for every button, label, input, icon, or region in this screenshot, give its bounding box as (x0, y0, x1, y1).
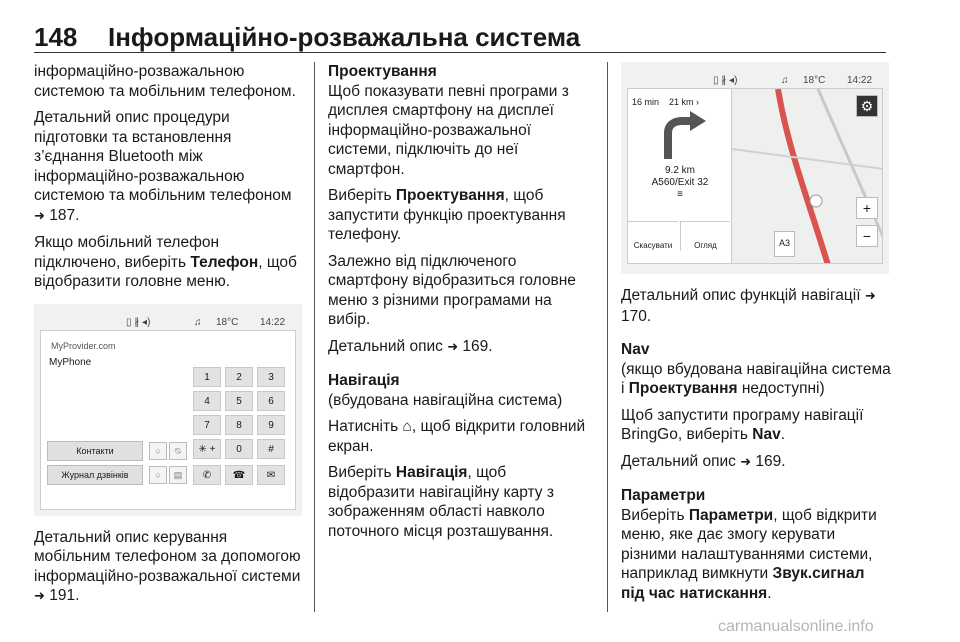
key[interactable]: 6 (257, 391, 285, 411)
paragraph: Детальний опис ➜ 169. (621, 452, 786, 470)
paragraph: (вбудована навігаційна система) (328, 391, 563, 409)
key[interactable]: ✳ + (193, 439, 221, 459)
paragraph: Детальний опис функцій навігації ➜ 170. (621, 287, 876, 325)
paragraph: Виберіть Параметри, щоб відкрити меню, яке дає змогу керувати різними налаштуваннями системи, наприклад вимкнути Звук.сигнал під час натискання. (621, 506, 877, 602)
next-turn-info: 9.2 km A560/Exit 32 ≡ (632, 165, 728, 201)
key[interactable]: 4 (193, 391, 221, 411)
column-divider-2 (607, 62, 608, 612)
status-icons: ▯ ∦ ◂) (713, 75, 738, 86)
key[interactable]: 2 (225, 367, 253, 387)
paragraph: Виберіть Проектування, щоб запустити функцію проектування телефону. (328, 187, 566, 243)
zoom-out-button[interactable]: − (856, 225, 878, 247)
message-icon[interactable]: ✉ (257, 465, 285, 485)
handset-icon[interactable]: ▤ (169, 466, 187, 484)
contacts-button[interactable]: Контакти (47, 441, 143, 461)
caption: Детальний опис керування мобільним телефоном за допомогою інформаційно-розважальної системи ➜ 191. (34, 528, 301, 604)
key[interactable]: 7 (193, 415, 221, 435)
reference-arrow-icon: ➜ (740, 454, 752, 470)
status-bar (34, 310, 302, 328)
paragraph: Натисніть ⌂, щоб відкрити головний екран. (328, 418, 586, 455)
device-label: MyPhone (49, 356, 92, 368)
section-heading: Проектування (328, 63, 437, 80)
paragraph: Щоб запустити програму навігації BringGo, виберіть Nav. (621, 406, 864, 443)
paragraph: Якщо мобільний телефон підключено, виберіть Телефон, щоб відобразити головне меню. (34, 234, 297, 290)
mute-icon[interactable]: ○ (149, 442, 167, 460)
call-log-button[interactable]: Журнал дзвінків (47, 465, 143, 485)
cancel-button[interactable]: Скасувати (628, 221, 678, 251)
reference-arrow-icon: ➜ (447, 339, 459, 355)
hangup-icon[interactable]: ☎ (225, 465, 253, 485)
provider-label: MyProvider.com (51, 340, 116, 351)
key[interactable]: # (257, 439, 285, 459)
list-icon: ≡ (677, 189, 683, 200)
route-panel (628, 89, 732, 264)
phone-screenshot (34, 304, 302, 516)
section-heading: Параметри (621, 487, 706, 504)
paragraph: Детальний опис ➜ 169. (328, 337, 493, 355)
zoom-in-button[interactable]: + (856, 197, 878, 219)
music-icon: ♫ (781, 75, 789, 86)
phone-panel (40, 330, 296, 510)
paragraph: Щоб показувати певні програми з дисплея смартфону на дисплеї інформаційно-розважальної системи, підключіть до неї смартфон. (328, 82, 569, 178)
header-divider (34, 52, 886, 53)
music-icon: ♫ (194, 316, 202, 328)
temperature: 18°C (216, 316, 239, 328)
section-heading: Навігація (328, 372, 400, 389)
paragraph: Виберіть Навігація, щоб відобразити навігаційну карту з зображенням області навколо поточного місця розташування. (328, 464, 554, 540)
paragraph: Залежно від підключеного смартфону відобразиться головне меню з різними програмами на вибір. (328, 252, 576, 328)
overview-button[interactable]: Огляд (680, 221, 730, 251)
privacy-icon[interactable]: ○ (149, 466, 167, 484)
status-icons: ▯ ∦ ◂) (126, 316, 151, 328)
paragraph: (якщо вбудована навігаційна система і Проектування недоступні) (621, 360, 891, 397)
navigation-screenshot (621, 62, 889, 274)
column-divider-1 (314, 62, 315, 612)
key[interactable]: 5 (225, 391, 253, 411)
status-bar (621, 68, 889, 86)
road-label: A3 (774, 231, 795, 257)
page-header (34, 14, 886, 54)
paragraph: Детальний опис процедури підготовки та встановлення з’єднання Bluetooth між інформаційно-розважальною системою та мобільним телефоном ➜ 187. (34, 109, 292, 224)
column-2 (328, 62, 596, 548)
reference-arrow-icon: ➜ (34, 208, 45, 224)
watermark: carmanualsonline.info (718, 618, 874, 635)
key[interactable]: 0 (225, 439, 253, 459)
settings-gear-icon[interactable]: ⚙ (856, 95, 878, 117)
paragraph: інформаційно-розважальною системою та мобільним телефоном. (34, 63, 296, 100)
clock: 14:22 (260, 316, 286, 328)
column-3 (621, 62, 891, 610)
key[interactable]: 1 (193, 367, 221, 387)
reference-arrow-icon: ➜ (34, 589, 45, 604)
key[interactable]: 8 (225, 415, 253, 435)
reference-arrow-icon: ➜ (864, 289, 876, 304)
key[interactable]: 3 (257, 367, 285, 387)
route-summary: 16 min 21 km › (632, 97, 700, 107)
page-number: 148 (34, 22, 78, 52)
turn-arrow-icon (650, 111, 710, 161)
mic-off-icon[interactable]: ⍉ (169, 442, 187, 460)
section-heading: Nav (621, 341, 650, 358)
column-1 (34, 62, 302, 614)
page-title: Інформаційно-розважальна система (108, 22, 581, 52)
call-icon[interactable]: ✆ (193, 465, 221, 485)
clock: 14:22 (847, 75, 873, 86)
key[interactable]: 9 (257, 415, 285, 435)
map-view (627, 88, 883, 264)
temperature: 18°C (803, 75, 826, 86)
